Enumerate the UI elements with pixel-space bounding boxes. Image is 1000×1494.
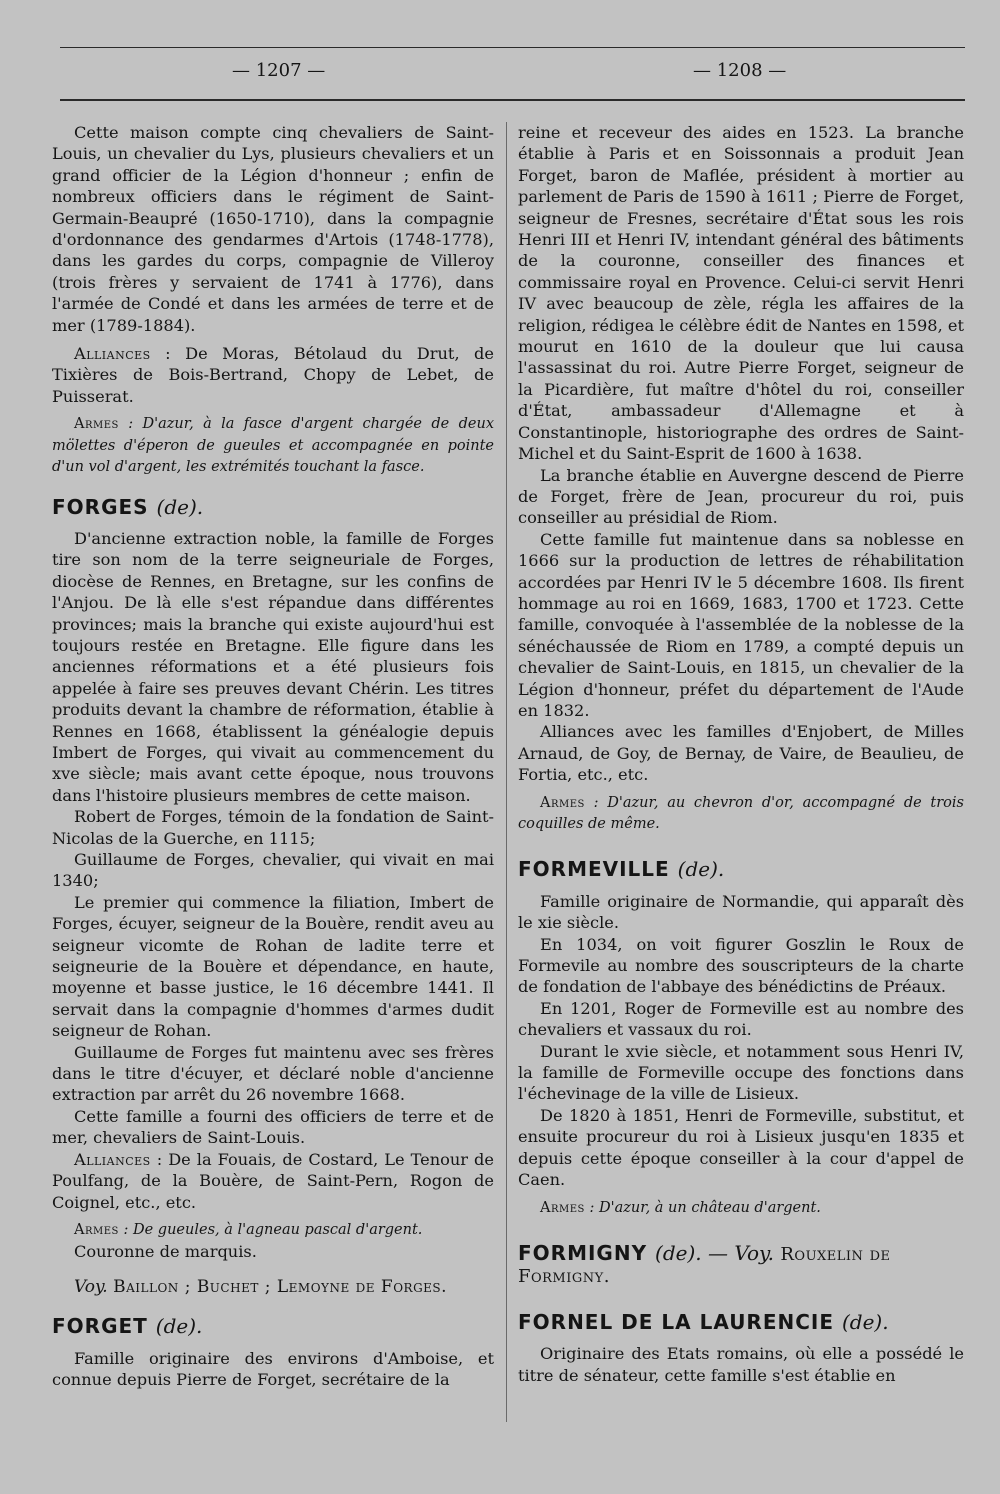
heading-particle: (de). [156,494,204,519]
heading-title: FORMEVILLE [518,857,670,882]
paragraph: Famille originaire de Normandie, qui apparaît dès le xie siècle. [518,891,964,933]
right-column [518,122,964,1386]
text: : D'azur, à la fasce d'argent chargée de deux mölettes d'éperon de gueules et accompagnée en pointe d'un vol d'argent, les extrémités touchant la fasce. [52,416,494,476]
paragraph: Durant le xvie siècle, et notamment sous Henri IV, la famille de Formeville occupe des fonctions dans l'échevinage de la ville de Lisieux. [518,1041,964,1104]
paragraph: En 1201, Roger de Formeville est au nombre des chevaliers et vassaux du roi. [518,998,964,1040]
heading-formeville [518,859,964,880]
alliances-paragraph [52,343,494,407]
heading-particle: (de). [155,1314,203,1339]
armes-paragraph [518,1198,964,1219]
alliances-paragraph [52,1149,494,1213]
label: Alliances [74,344,151,364]
text: : De Moras, Bétolaud du Drut, de Tixières de Bois-Bertrand, Chopy de Lebet, de Puisserat. [52,344,494,406]
paragraph: Couronne de marquis. [74,1242,257,1262]
heading-formigny [518,1240,964,1288]
heading-fornel [518,1309,964,1334]
paragraph: Guillaume de Forges fut maintenu avec ses frères dans le titre d'écuyer, et déclaré noble d'ancienne extraction par arrêt du 26 novembre 1668. [52,1042,494,1105]
armes-paragraph [52,1220,494,1241]
paragraph: Alliances avec les familles d'Enjobert, de Milles Arnaud, de Goy, de Bernay, de Vaire, de Beaulieu, de Fortia, etc., etc. [518,722,964,785]
label: Alliances [74,1149,151,1169]
voy-reference [52,1277,494,1298]
paragraph: En 1034, on voit figurer Goszlin le Roux de Formevile au nombre des souscripteurs de la charte de fondation de l'abbaye des bénédictins de Préaux. [518,934,964,997]
label: Armes [540,1199,585,1216]
heading-title: FORGES [52,494,149,519]
heading-title: FORGET [52,1314,148,1339]
text: : D'azur, à un château d'argent. [584,1199,821,1216]
heading-title: FORNEL DE LA LAURENCIE [518,1309,835,1334]
paragraph: D'ancienne extraction noble, la famille de Forges tire son nom de la terre seigneuriale de Forges, diocèse de Rennes, en Bretagne, sur les confins de l'Anjou. De là elle s'est répandue dans différentes provinces; mais la branche qui existe aujourd'hui est toujours restée en Bretagne. Elle figure dans les anciennes réformations et a été plusieurs fois appelée à faire ses preuves devant Chérin. Les titres produits devant la chambre de réformation, établie à Rennes en 1668, établissent la généalogie depuis Imbert de Forges, qui vivait au commencement du xve siècle; mais avant cette époque, nous trouvons dans l'histoire plusieurs membres de cette maison. [52,528,494,805]
text: : De gueules, à l'agneau pascal d'argent. [118,1221,423,1238]
paragraph: Guillaume de Forges, chevalier, qui vivait en mai 1340; [52,850,494,891]
voy-label: Voy. [74,1276,108,1297]
armes-paragraph [518,793,964,836]
left-column [52,122,494,1390]
voy-targets: Rouxelin de Formigny. [518,1243,891,1288]
header-rule [60,99,965,101]
text: : D'azur, au chevron d'or, accompagné de trois coquilles de même. [518,794,964,832]
paragraph: Le premier qui commence la filiation, Imbert de Forges, écuyer, seigneur de la Bouère, rendit aveu au seigneur vicomte de Rohan de ladite terre et seigneurie de la Bouère et dépendance, en haute, moyenne et basse justice, le 16 décembre 1441. Il servait dans la compagnie d'hommes d'armes dudit seigneur de Rohan. [52,892,494,1041]
column-divider [506,122,507,1422]
label: Armes [74,416,119,433]
label: Armes [74,1221,119,1238]
left-page-number: — 1207 — [232,60,326,81]
voy-targets: Baillon ; Buchet ; Lemoyne de Forges. [113,1276,448,1297]
heading-particle: (de). [677,857,725,882]
paragraph: De 1820 à 1851, Henri de Formeville, substitut, et ensuite procureur du roi à Lisieux jusqu'en 1835 et depuis cette époque conseiller à la cour d'appel de Caen. [518,1105,964,1190]
paragraph: Cette famille fut maintenue dans sa noblesse en 1666 sur la production de lettres de réhabilitation accordées par Henri IV le 5 décembre 1608. Ils firent hommage au roi en 1669, 1683, 1700 et 1723. Cette famille, convoquée à l'assemblée de la noblesse de la sénéchaussée de Riom en 1789, a compté depuis un chevalier de Saint-Louis, en 1815, un chevalier de la Légion d'honneur, préfet du département de l'Aude en 1832. [518,529,964,720]
paragraph: Famille originaire des environs d'Amboise, et connue depuis Pierre de Forget, secrétaire de la [52,1348,494,1389]
paragraph: Robert de Forges, témoin de la fondation de Saint-Nicolas de la Guerche, en 1115; [52,807,494,848]
armes-paragraph [52,414,494,478]
paragraph: Cette famille a fourni des officiers de terre et de mer, chevaliers de Saint-Louis. [52,1106,494,1148]
paragraph: reine et receveur des aides en 1523. La branche établie à Paris et en Soissonnais a produit Jean Forget, baron de Maflée, président à mortier au parlement de Paris de 1590 à 1611 ; Pierre de Forget, seigneur de Fresnes, secrétaire d'État sous les rois Henri III et Henri IV, intendant général des bâtiments de la couronne, conseiller des finances et commissaire royal en Provence. Celui-ci servit Henri IV avec beaucoup de zèle, régla les affaires de la religion, rédigea le célèbre édit de Nantes en 1598, et mourut en 1610 de la douleur que lui causa l'assassinat du roi. Autre Pierre Forget, seigneur de la Picardière, fut maître d'hôtel du roi, conseiller d'État, ambassadeur d'Allemagne et à Constantinople, historiographe des ordres de Saint-Michel et du Saint-Esprit de 1600 à 1638. [518,123,964,464]
text: : De la Fouais, de Costard, Le Tenour de Poulfang, de la Bouère, de Saint-Pern, Rogon de Coignel, etc., etc. [52,1149,494,1212]
top-rule [60,47,965,48]
paragraph: Originaire des Etats romains, où elle a possédé le titre de sénateur, cette famille s'est établie en [518,1344,964,1385]
right-page-number: — 1208 — [693,60,787,81]
heading-forges [52,494,494,519]
label: Armes [540,794,585,811]
heading-forget [52,1316,494,1337]
paragraph: Cette maison compte cinq chevaliers de Saint-Louis, un chevalier du Lys, plusieurs chevaliers et un grand officier de la Légion d'honneur ; enfin de nombreux officiers dans le régiment de Saint-Germain-Beaupré (1650-1710), dans la compagnie d'ordonnance des gendarmes d'Artois (1748-1778), dans les gardes du corps, compagnie de Villeroy (trois frères y servaient de 1741 à 1776), dans l'armée de Condé et dans les armées de terre et de mer (1789-1884). [52,123,494,335]
voy-label: — Voy. [701,1240,781,1265]
heading-particle: (de). [655,1240,702,1265]
paragraph: La branche établie en Auvergne descend de Pierre de Forget, frère de Jean, procureur du roi, puis conseiller au présidial de Riom. [518,465,964,528]
heading-particle: (de). [841,1309,889,1334]
heading-title: FORMIGNY [518,1240,648,1265]
